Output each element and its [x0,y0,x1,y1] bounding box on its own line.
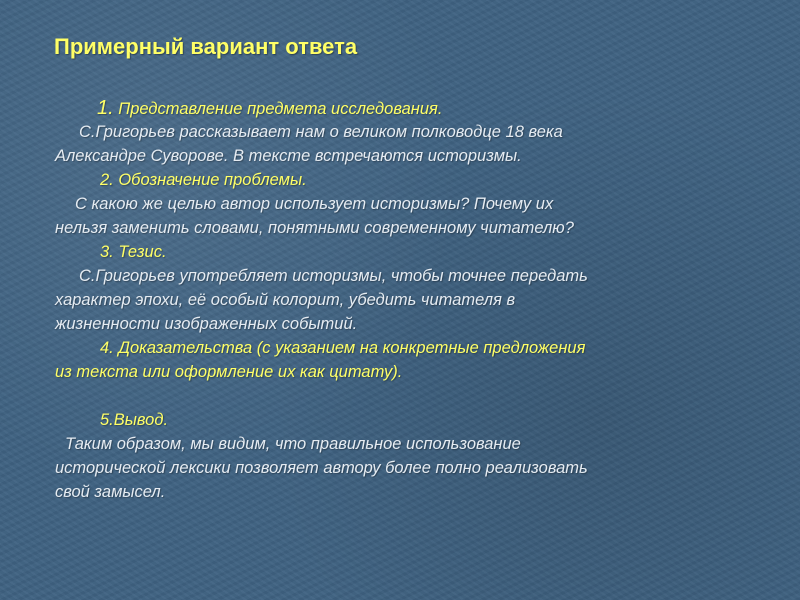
section-4-heading-line-2: из текста или оформление их как цитату). [55,363,403,381]
section-2-line-1: С какою же целью автор использует историзмы? Почему их [75,195,554,213]
section-1-heading-text: Представление предмета исследования. [113,100,443,118]
section-1-number: 1. [97,97,114,119]
section-1-heading [55,96,695,120]
section-2-line-2: нельзя заменить словами, понятными современному читателю? [55,219,574,237]
section-5-line-1: Таким образом, мы видим, что правильное использование [65,435,521,453]
section-5-line-3: свой замысел. [55,483,166,501]
section-2-heading: 2. Обозначение проблемы. [100,171,307,189]
section-3-line-2: характер эпохи, её особый колорит, убедить читателя в [55,291,516,309]
section-5-heading: 5.Вывод. [100,411,169,429]
section-3-line-3: жизненности изображенных событий. [55,315,358,333]
section-5-line-2: исторической лексики позволяет автору более полно реализовать [55,459,588,477]
section-3-line-1: С.Григорьев употребляет историзмы, чтобы точнее передать [79,267,588,285]
spacer [55,384,695,408]
slide-title: Примерный вариант ответа [54,34,358,59]
section-4-heading-line-1: 4. Доказательства (с указанием на конкретные предложения [100,339,586,357]
section-3-heading: 3. Тезис. [100,243,167,261]
slide-body [55,96,695,504]
section-1-line-1: С.Григорьев рассказывает нам о великом полководце 18 века [79,123,563,141]
section-1-line-2: Александре Суворове. В тексте встречаются историзмы. [55,147,522,165]
